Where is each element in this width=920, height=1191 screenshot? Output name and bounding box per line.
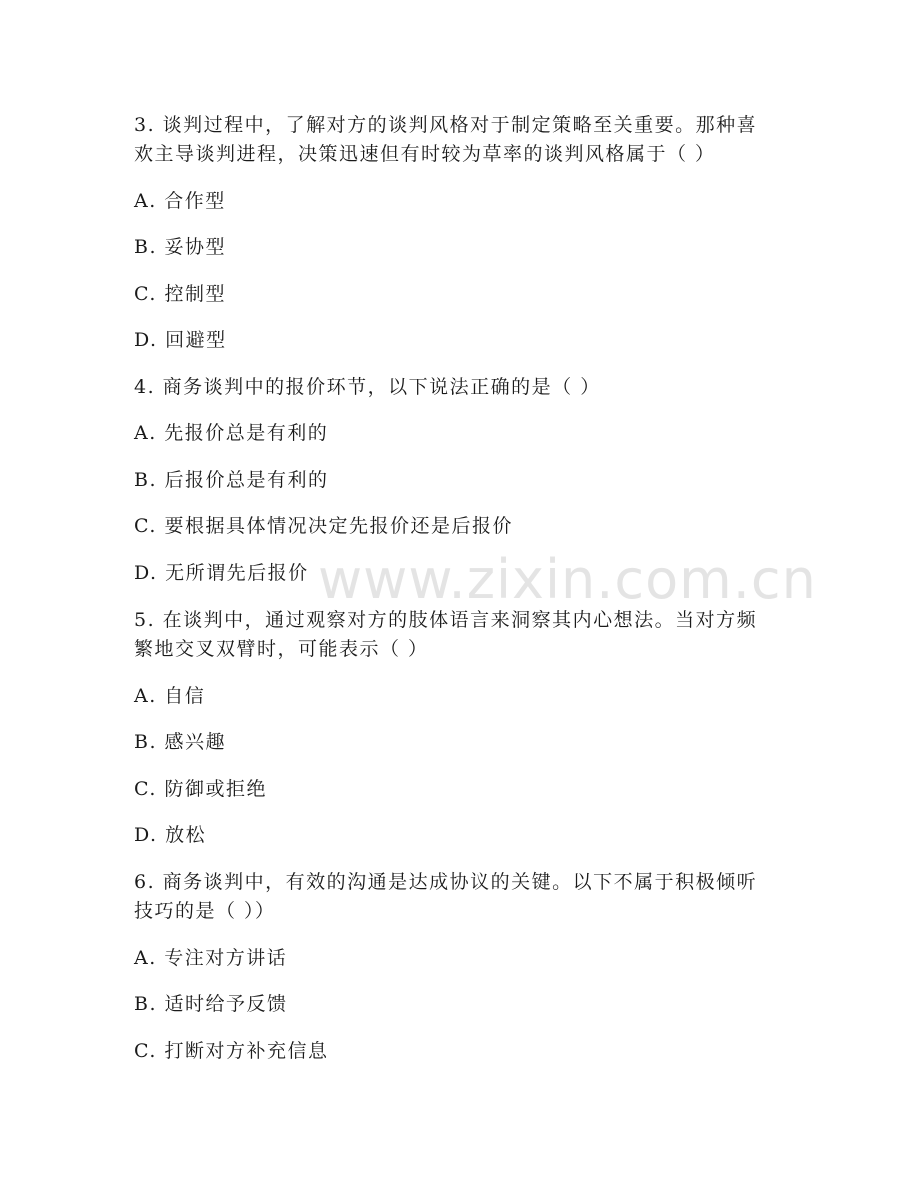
q6-option-b: B. 适时给予反馈 — [134, 993, 288, 1015]
q6-option-c: C. 打断对方补充信息 — [134, 1040, 329, 1062]
q4-option-d: D. 无所谓先后报价 — [134, 562, 309, 584]
q3-option-a: A. 合作型 — [134, 190, 226, 212]
q6-stem-line-1: 6. 商务谈判中，有效的沟通是达成协议的关键。以下不属于积极倾听 — [134, 871, 758, 893]
q5-option-a: A. 自信 — [134, 685, 206, 707]
q4-option-c: C. 要根据具体情况决定先报价还是后报价 — [134, 515, 513, 537]
q3-stem-line-1: 3. 谈判过程中，了解对方的谈判风格对于制定策略至关重要。那种喜 — [134, 114, 758, 136]
q6-stem-line-2: 技巧的是（ ）） — [134, 900, 276, 922]
q3-stem-line-2: 欢主导谈判进程，决策迅速但有时较为草率的谈判风格属于（ ） — [134, 143, 716, 165]
watermark-text: www.zixin.com.cn — [318, 548, 817, 611]
q5-option-b: B. 感兴趣 — [134, 731, 227, 753]
q3-option-d: D. 回避型 — [134, 329, 227, 351]
q4-option-b: B. 后报价总是有利的 — [134, 469, 329, 491]
q3-option-b: B. 妥协型 — [134, 236, 227, 258]
q3-option-c: C. 控制型 — [134, 283, 226, 305]
q5-stem-line-1: 5. 在谈判中，通过观察对方的肢体语言来洞察其内心想法。当对方频 — [134, 609, 758, 631]
q5-stem-line-2: 繁地交叉双臂时，可能表示（ ） — [134, 638, 429, 660]
q4-option-a: A. 先报价总是有利的 — [134, 422, 329, 444]
q4-stem: 4. 商务谈判中的报价环节，以下说法正确的是（ ） — [134, 376, 601, 398]
q5-option-d: D. 放松 — [134, 824, 207, 846]
q5-option-c: C. 防御或拒绝 — [134, 778, 267, 800]
q6-option-a: A. 专注对方讲话 — [134, 947, 288, 969]
